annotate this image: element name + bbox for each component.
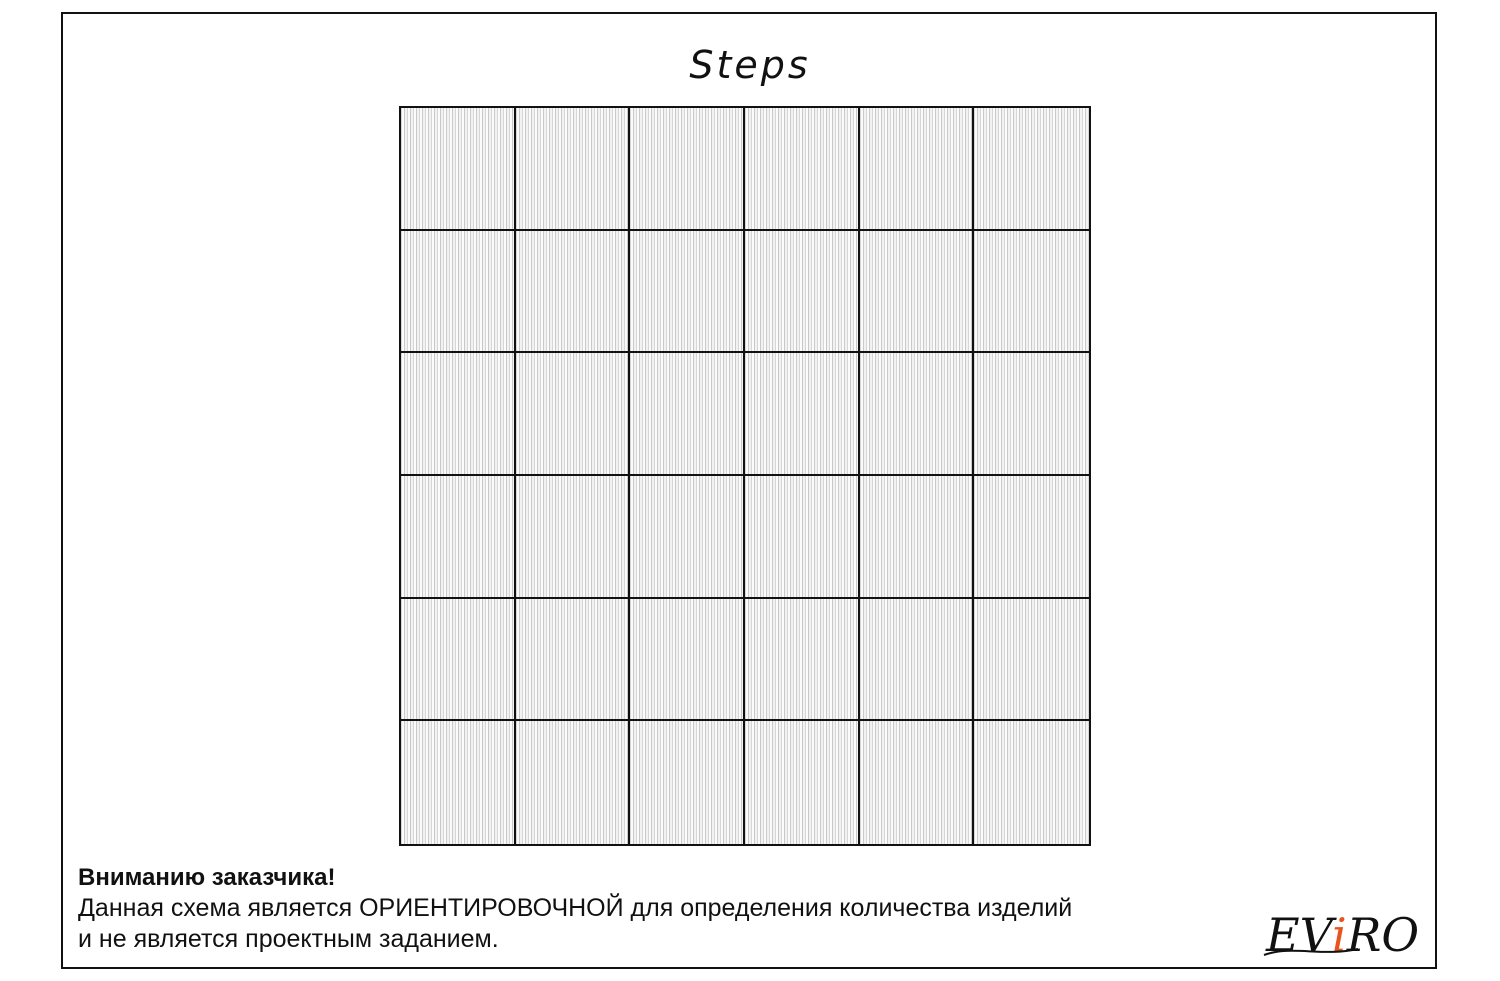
grid-tile: [860, 476, 975, 599]
grid-tile: [516, 721, 631, 844]
grid-tile: [630, 599, 745, 722]
grid-tile: [974, 599, 1089, 722]
grid-tile: [630, 108, 745, 231]
grid-tile: [745, 599, 860, 722]
grid-tile: [630, 476, 745, 599]
grid-tile: [974, 721, 1089, 844]
eviro-logo: [1262, 905, 1430, 965]
panel-grid: [399, 106, 1091, 846]
grid-tile: [516, 231, 631, 354]
grid-tile: [974, 108, 1089, 231]
grid-tile: [516, 476, 631, 599]
grid-tile: [860, 599, 975, 722]
grid-tile: [630, 721, 745, 844]
grid-tile: [516, 108, 631, 231]
grid-tile: [630, 353, 745, 476]
grid-tile: [401, 721, 516, 844]
grid-tile: [860, 108, 975, 231]
notice-line-1: Данная схема является ОРИЕНТИРОВОЧНОЙ для определения количества изделий: [78, 894, 1073, 922]
grid-tile: [745, 476, 860, 599]
grid-tile: [860, 721, 975, 844]
grid-tile: [516, 599, 631, 722]
grid-tile: [401, 476, 516, 599]
logo-text: [1265, 908, 1419, 962]
logo-text-accent: i: [1332, 908, 1347, 962]
grid-tile: [630, 231, 745, 354]
grid-tile: [974, 476, 1089, 599]
logo-text-suffix: RO: [1346, 908, 1420, 962]
grid-tile: [401, 108, 516, 231]
grid-tile: [745, 108, 860, 231]
customer-notice: [78, 862, 1238, 955]
grid-tile: [745, 353, 860, 476]
notice-line-2: и не является проектным заданием.: [78, 925, 499, 953]
grid-tile: [860, 353, 975, 476]
grid-tile: [974, 231, 1089, 354]
logo-text-prefix: EV: [1266, 908, 1332, 962]
grid-tile: [401, 231, 516, 354]
grid-tile: [745, 721, 860, 844]
grid-tile: [860, 231, 975, 354]
grid-tile: [401, 353, 516, 476]
grid-tile: [516, 353, 631, 476]
diagram-title: Steps: [689, 43, 811, 87]
grid-tile: [974, 353, 1089, 476]
grid-tile: [401, 599, 516, 722]
grid-tile: [745, 231, 860, 354]
notice-heading: Вниманию заказчика!: [78, 864, 336, 891]
